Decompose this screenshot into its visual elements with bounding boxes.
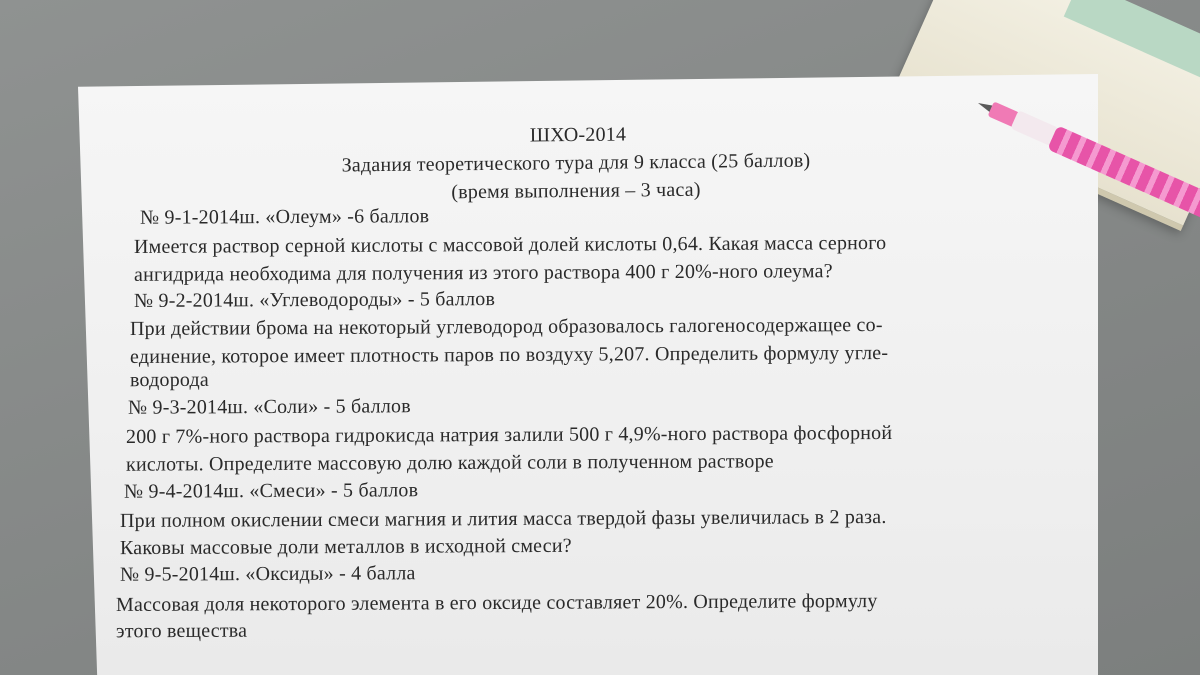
- task-1-heading: № 9-1-2014ш. «Олеум» -6 баллов: [139, 205, 430, 229]
- task-5-heading: № 9-5-2014ш. «Оксиды» - 4 балла: [119, 562, 416, 586]
- task-3-text-line: 200 г 7%-ного раствора гидрокисда натрия залили 500 г 4,9%-ного раствора фосфорной: [125, 421, 893, 449]
- page-title: ШХО-2014: [529, 123, 627, 147]
- task-2-heading: № 9-2-2014ш. «Углеводороды» - 5 баллов: [133, 288, 496, 312]
- page-subtitle: Задания теоретического тура для 9 класса (25 баллов): [341, 149, 811, 177]
- task-2-text-line: водорода: [129, 368, 210, 392]
- task-2-text-line: единение, которое имеет плотность паров по воздуху 5,207. Определить формулу угле-: [129, 342, 889, 368]
- task-4-text-line: При полном окислении смеси магния и лития масса твердой фазы увеличилась в 2 раза.: [119, 505, 887, 533]
- task-1-text-line: Имеется раствор серной кислоты с массовой долей кислоты 0,64. Какая масса серного: [133, 232, 887, 258]
- task-4-heading: № 9-4-2014ш. «Смеси» - 5 баллов: [123, 479, 419, 503]
- task-2-text-line: При действии брома на некоторый углеводород образовалось галогеносодержащее со-: [129, 314, 883, 340]
- task-3-heading: № 9-3-2014ш. «Соли» - 5 баллов: [127, 395, 411, 419]
- task-4-text-line: Каковы массовые доли металлов в исходной смеси?: [119, 534, 572, 560]
- task-3-text-line: кислоты. Определите массовую долю каждой соли в полученном растворе: [125, 450, 774, 476]
- task-5-text-line: этого вещества: [115, 619, 248, 643]
- task-5-text-line: Массовая доля некоторого элемента в его оксиде составляет 20%. Определите формулу: [115, 590, 878, 616]
- time-limit: (время выполнения – 3 часа): [451, 178, 701, 204]
- task-1-text-line: ангидрида необходима для получения из этого раствора 400 г 20%-ного олеума?: [133, 260, 833, 286]
